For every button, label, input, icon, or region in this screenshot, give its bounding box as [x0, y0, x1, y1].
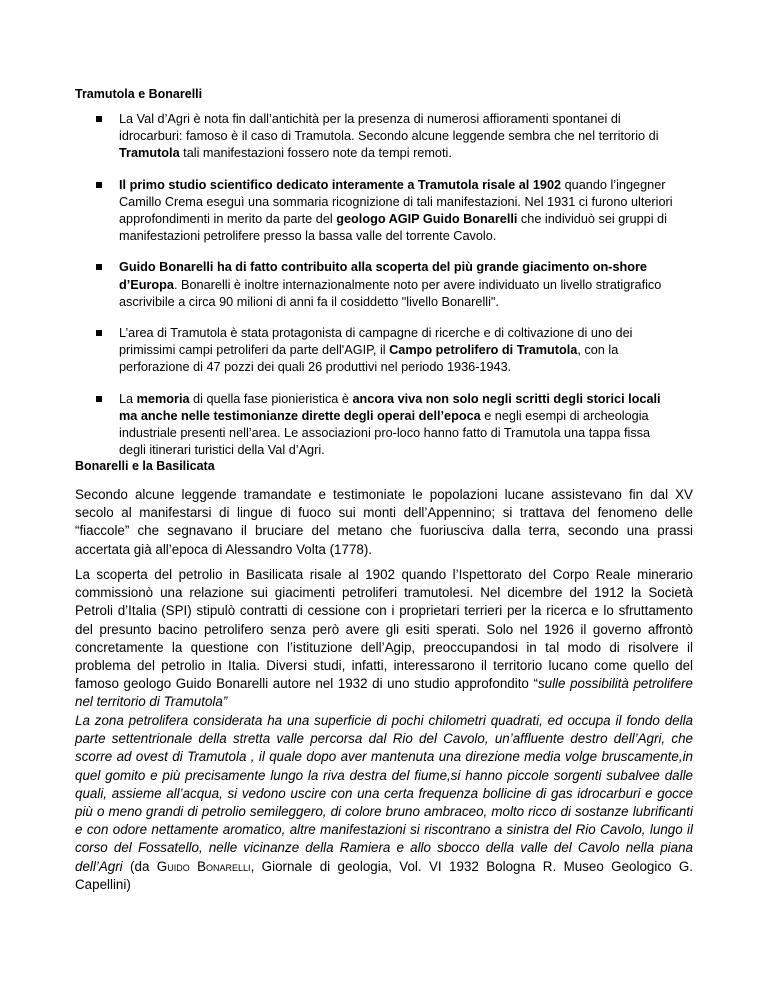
list-item-text: , con la perforazione di 47 pozzi dei quali 26 produttivi nel periodo 1936-1943.: [119, 343, 619, 375]
square-bullet-icon: [96, 116, 102, 122]
paragraph-text: La scoperta del petrolio in Basilicata risale al 1902 quando l’Ispettorato del Corpo Reale minerario commissionò una relazione sui giacimenti petroliferi tramutolesi. Nel dicembre del 1912 la Società Petroli d’Italia (SPI) stipulò contratti di cessione con i proprietari terrieri per la ricerca e lo sfruttamento del presunto bacino petrolifero senza però avere gli esiti sperati. Solo nel 1926 il governo affrontò concretamente la questione con l’istituzione dell’Agip, preoccupandosi in tal modo di risolvere il problema del petrolio in Italia. Diversi studi, infatti, interessarono il territorio lucano come quello del famoso geologo Guido Bonarelli autore nel 1932 di uno studio approfondito “: [75, 567, 693, 692]
square-bullet-icon: [96, 182, 102, 188]
list-item-text: La: [119, 391, 137, 406]
list-item: [0, 325, 679, 377]
square-bullet-icon: [96, 330, 102, 336]
list-item-bold: ancora viva non solo negli scritti degli storici locali ma anche nelle testimonianze dirette degli operai dell’epoca: [119, 391, 661, 423]
citation-author: Guido Bonarelli: [156, 858, 251, 874]
citation-prefix: (da: [122, 858, 157, 874]
list-item-text: di quella fase pionieristica è: [189, 391, 353, 406]
list-item: [0, 177, 679, 246]
square-bullet-icon: [96, 264, 102, 270]
list-item: [0, 259, 679, 311]
paragraph-scoperta: [75, 566, 693, 712]
bullet-list: [0, 111, 768, 473]
square-bullet-icon: [96, 396, 102, 402]
section-heading-tramutola: Tramutola e Bonarelli: [75, 87, 203, 101]
list-item-bold: Campo petrolifero di Tramutola: [389, 343, 578, 358]
paragraph-quote: [75, 712, 693, 894]
list-item: [0, 111, 679, 163]
list-item-bold: Guido Bonarelli ha di fatto contribuito alla scoperta del più grande giacimento on-shore d’Europa: [119, 260, 647, 292]
quote-text: La zona petrolifera considerata ha una superficie di pochi chilometri quadrati, ed occupa il fondo della parte settentrionale della stretta valle percorsa dal Rio del Cavolo, un’affluente destro dell’Agri, che scorre ad ovest di Tramutola , il quale dopo aver mantenuta una direzione media volge bruscamente,in quel gomito e più precisamente lungo la riva destra del fiume,si hanno piccole sorgenti subalvee dalle quali, assieme all’acqua, si vedono uscire con una certa frequenza bollicine di gas idrocarburi e gocce più o meno grandi di petrolio semileggero, di colore bruno ambraceo, molto ricco di sostanze lubrificanti e con odore nettamente aromatico, altre manifestazioni si riscontrano a sinistra del Rio Cavolo, lungo il corso del Fossatello, nelle vicinanze della Ramiera e allo sbocco della valle del Cavolo nella piana dell’Agri: [75, 713, 693, 874]
list-item-text: L’area di Tramutola è stata protagonista di campagne di ricerche e di coltivazione di uno dei primissimi campi petroliferi da parte dell'AGIP, il: [119, 326, 633, 358]
list-item-text: . Bonarelli è inoltre internazionalmente noto per avere individuato un livello stratigrafico ascrivibile a circa 90 milioni di anni fa il cosiddetto "livello Bonarelli".: [119, 277, 662, 309]
list-item-text: che individuò sei gruppi di manifestazioni petrolifere presso la bassa valle del torrente Cavolo.: [119, 212, 667, 244]
list-item-bold: Tramutola: [119, 146, 180, 161]
paragraph-fiaccole: Secondo alcune leggende tramandate e testimoniate le popolazioni lucane assistevano fin dal XV secolo al manifestarsi di lingue di fuoco sui monti dell’Appennino; si trattava del fenomeno delle “fiaccole” che segnavano il bruciare del metano che fuoriusciva dalla terra, secondo una prassi accertata già all’epoca di Alessandro Volta (1778).: [75, 487, 693, 557]
list-item-text: tali manifestazioni fossero note da tempi remoti.: [179, 146, 452, 161]
list-item-text: e negli esempi di archeologia industriale presenti nell’area. Le associazioni pro-loco hanno fatto di Tramutola una tappa fissa degli itinerari turistici della Val d’Agri.: [119, 408, 651, 458]
list-item-bold: geologo AGIP Guido Bonarelli: [336, 212, 518, 227]
paragraph-italic: sulle possibilità petrolifere nel territorio di Tramutola”: [75, 676, 694, 710]
list-item-text: quando l’ingegner Camillo Crema eseguì una sommaria ricognizione di tali manifestazioni. Nel 1931 ci furono ulteriori approfondimenti in merito da parte del: [119, 177, 673, 227]
list-item-bold: memoria: [136, 391, 190, 406]
section-heading-basilicata: Bonarelli e la Basilicata: [75, 459, 215, 473]
citation-source: , Giornale di geologia, Vol. VI 1932 Bologna R. Museo Geologico G. Capellini): [75, 858, 693, 892]
list-item-bold: Il primo studio scientifico dedicato interamente a Tramutola risale al 1902: [119, 177, 562, 192]
list-item: [0, 391, 679, 460]
list-item-text: La Val d’Agri è nota fin dall’antichità per la presenza di numerosi affioramenti spontanei di idrocarburi: famoso è il caso di Tramutola. Secondo alcune leggende sembra che nel territorio di: [119, 112, 659, 144]
